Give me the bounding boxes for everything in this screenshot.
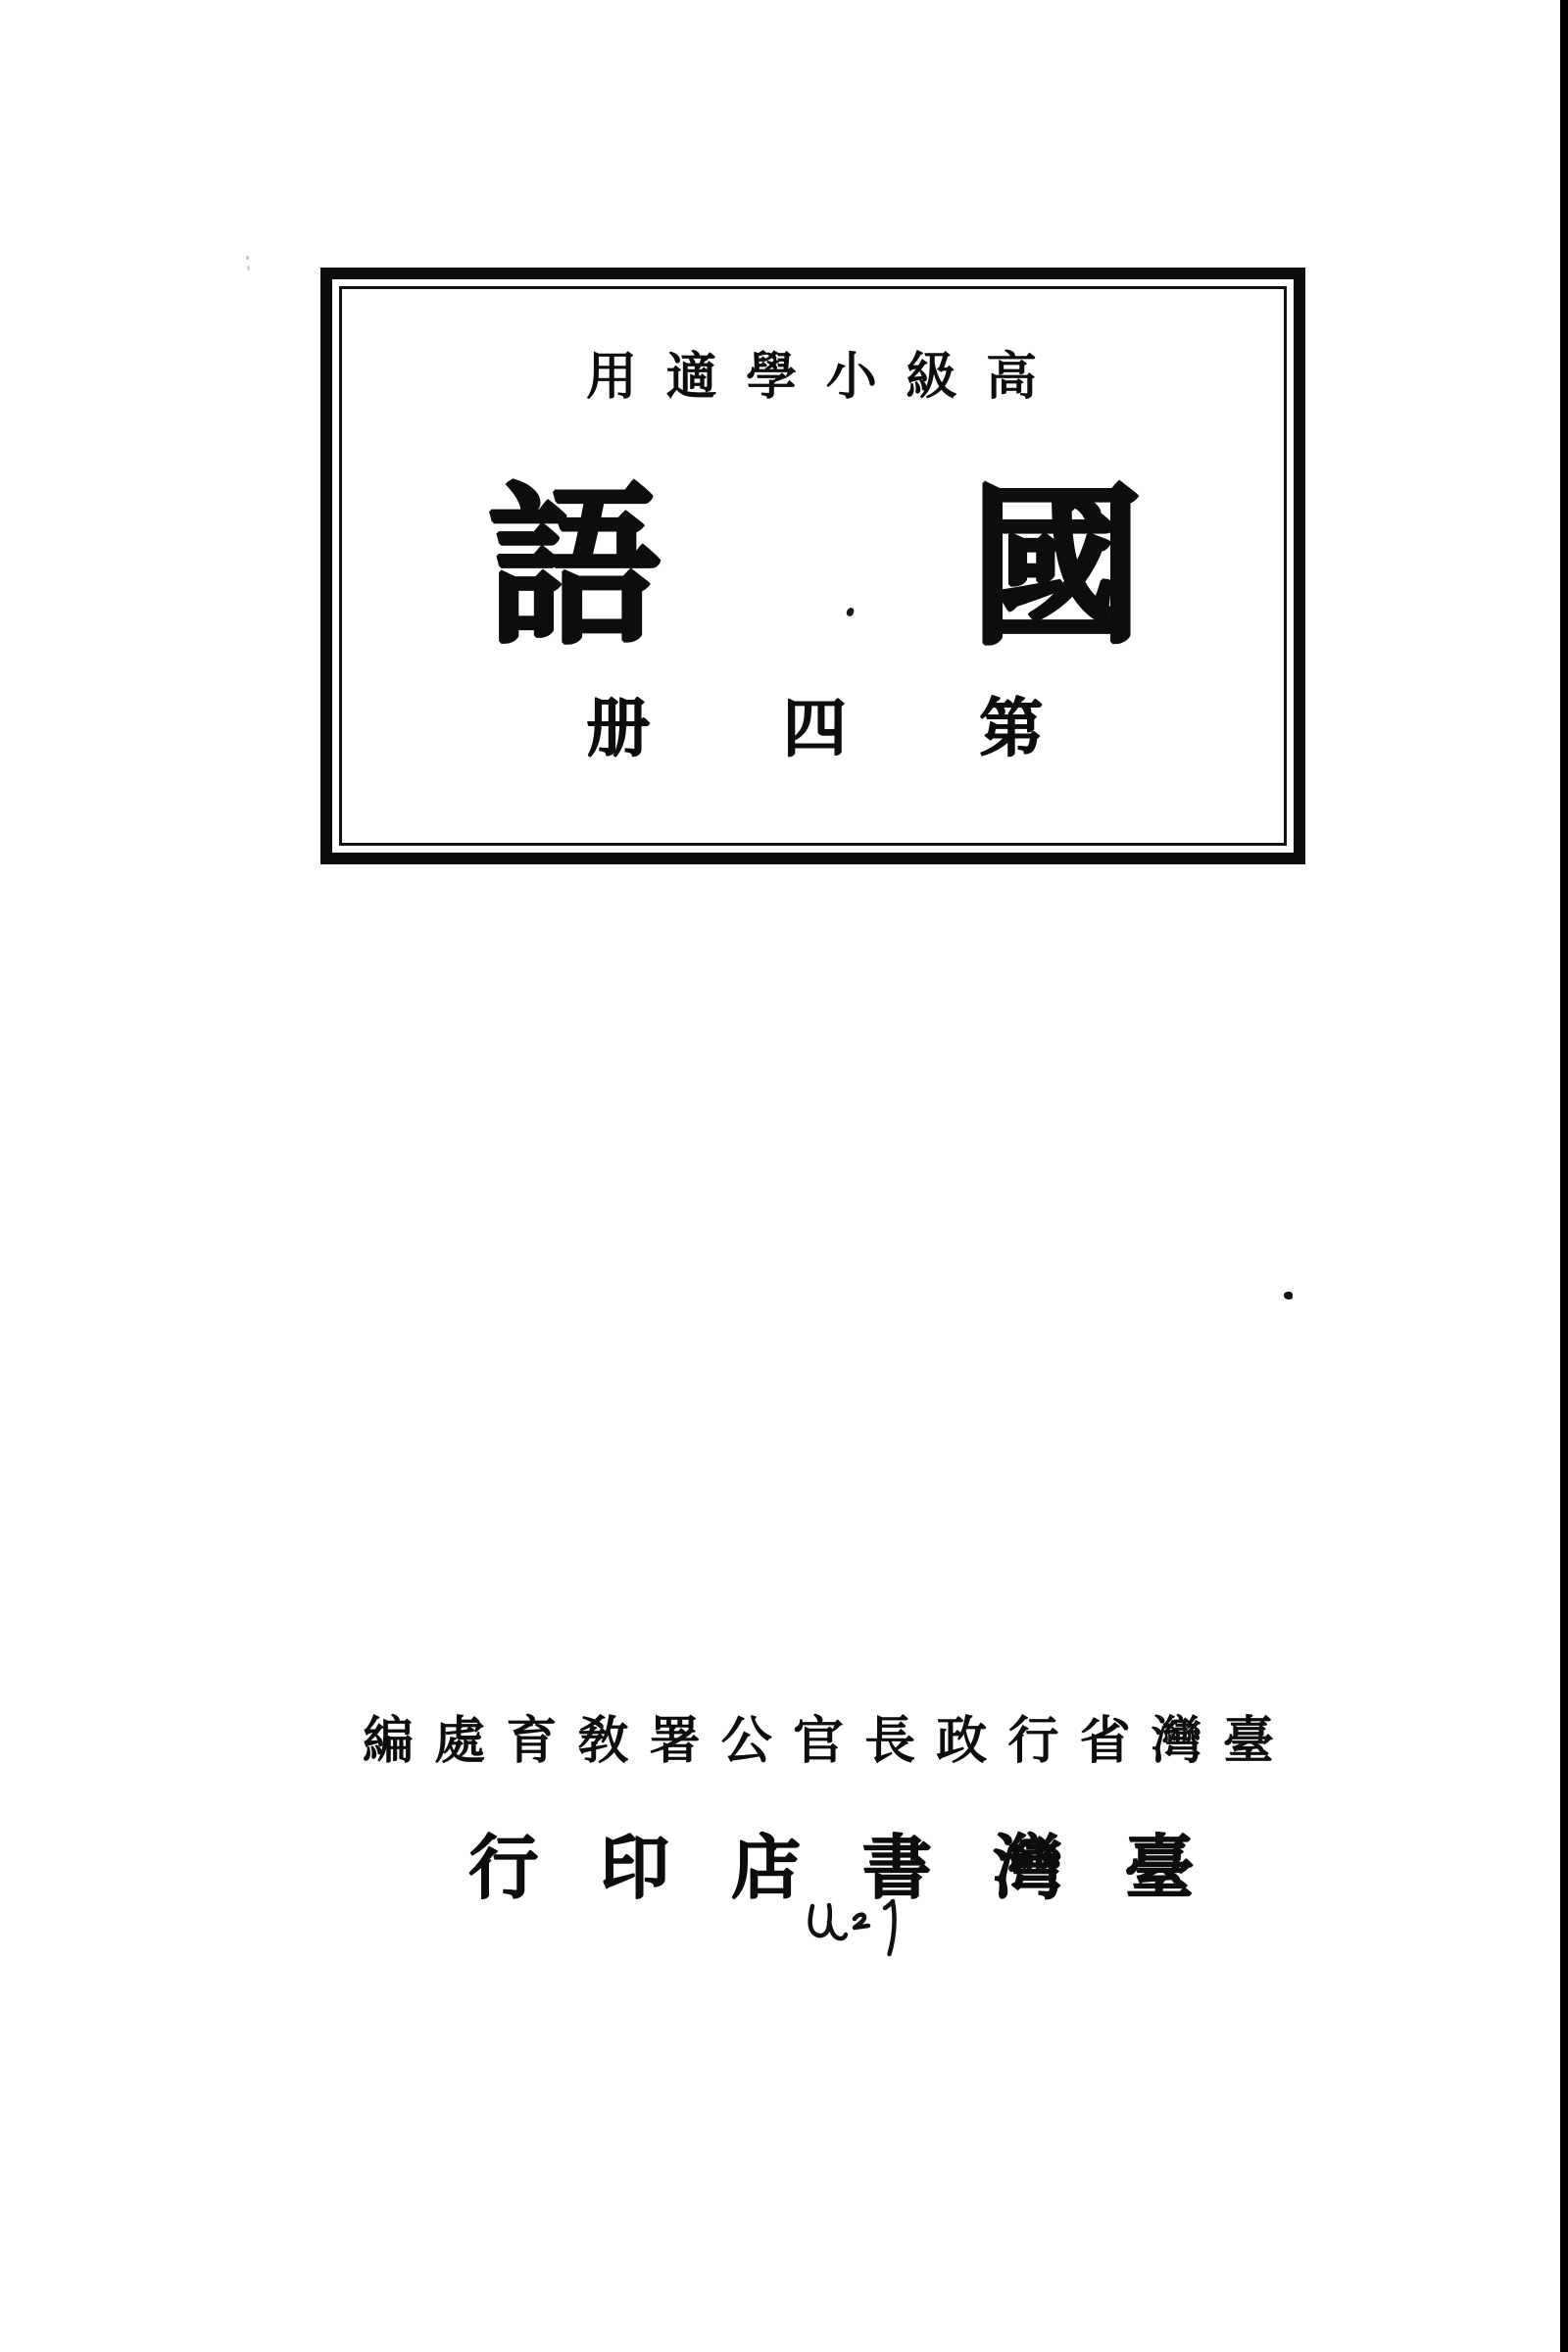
compiler-char: 政: [936, 1714, 988, 1770]
title-char: 小: [825, 350, 877, 406]
printer-line: [468, 1831, 1194, 1907]
scan-speck: [246, 256, 249, 260]
compiler-char: 育: [506, 1714, 558, 1770]
compiler-char: 處: [434, 1714, 486, 1770]
printer-char: 店: [730, 1831, 801, 1907]
volume-char: 四: [782, 694, 847, 764]
printer-char: 臺: [1123, 1831, 1194, 1907]
title-char: 級: [906, 350, 957, 406]
title-char: 用: [586, 350, 638, 406]
main-title-char: 語: [488, 474, 662, 665]
printer-char: 灣: [993, 1831, 1063, 1907]
compiler-char: 官: [792, 1714, 844, 1770]
volume-char: 册: [586, 694, 651, 764]
scan-speck: [1284, 1292, 1293, 1299]
compiler-char: 灣: [1151, 1714, 1202, 1770]
volume-line: [586, 694, 1043, 764]
main-title-char: 國: [970, 474, 1144, 665]
volume-char: 第: [978, 694, 1043, 764]
compiler-char: 署: [649, 1714, 701, 1770]
compiler-char: 編: [363, 1714, 415, 1770]
printer-char: 印: [599, 1831, 669, 1907]
scan-speck: [247, 266, 250, 270]
compiler-line: [363, 1714, 1274, 1770]
handwritten-mark: [799, 1897, 911, 1966]
scan-edge-strip: [1560, 0, 1568, 2352]
compiler-char: 臺: [1222, 1714, 1274, 1770]
compiler-char: 敎: [577, 1714, 629, 1770]
title-char: 學: [746, 350, 798, 406]
compiler-char: 行: [1007, 1714, 1059, 1770]
title-char: 適: [665, 350, 717, 406]
printer-char: 書: [861, 1831, 932, 1907]
compiler-char: 長: [864, 1714, 916, 1770]
compiler-char: 省: [1079, 1714, 1131, 1770]
compiler-char: 公: [720, 1714, 772, 1770]
printer-char: 行: [468, 1831, 539, 1907]
school-level-line: [586, 350, 1037, 406]
title-char: 高: [985, 350, 1037, 406]
